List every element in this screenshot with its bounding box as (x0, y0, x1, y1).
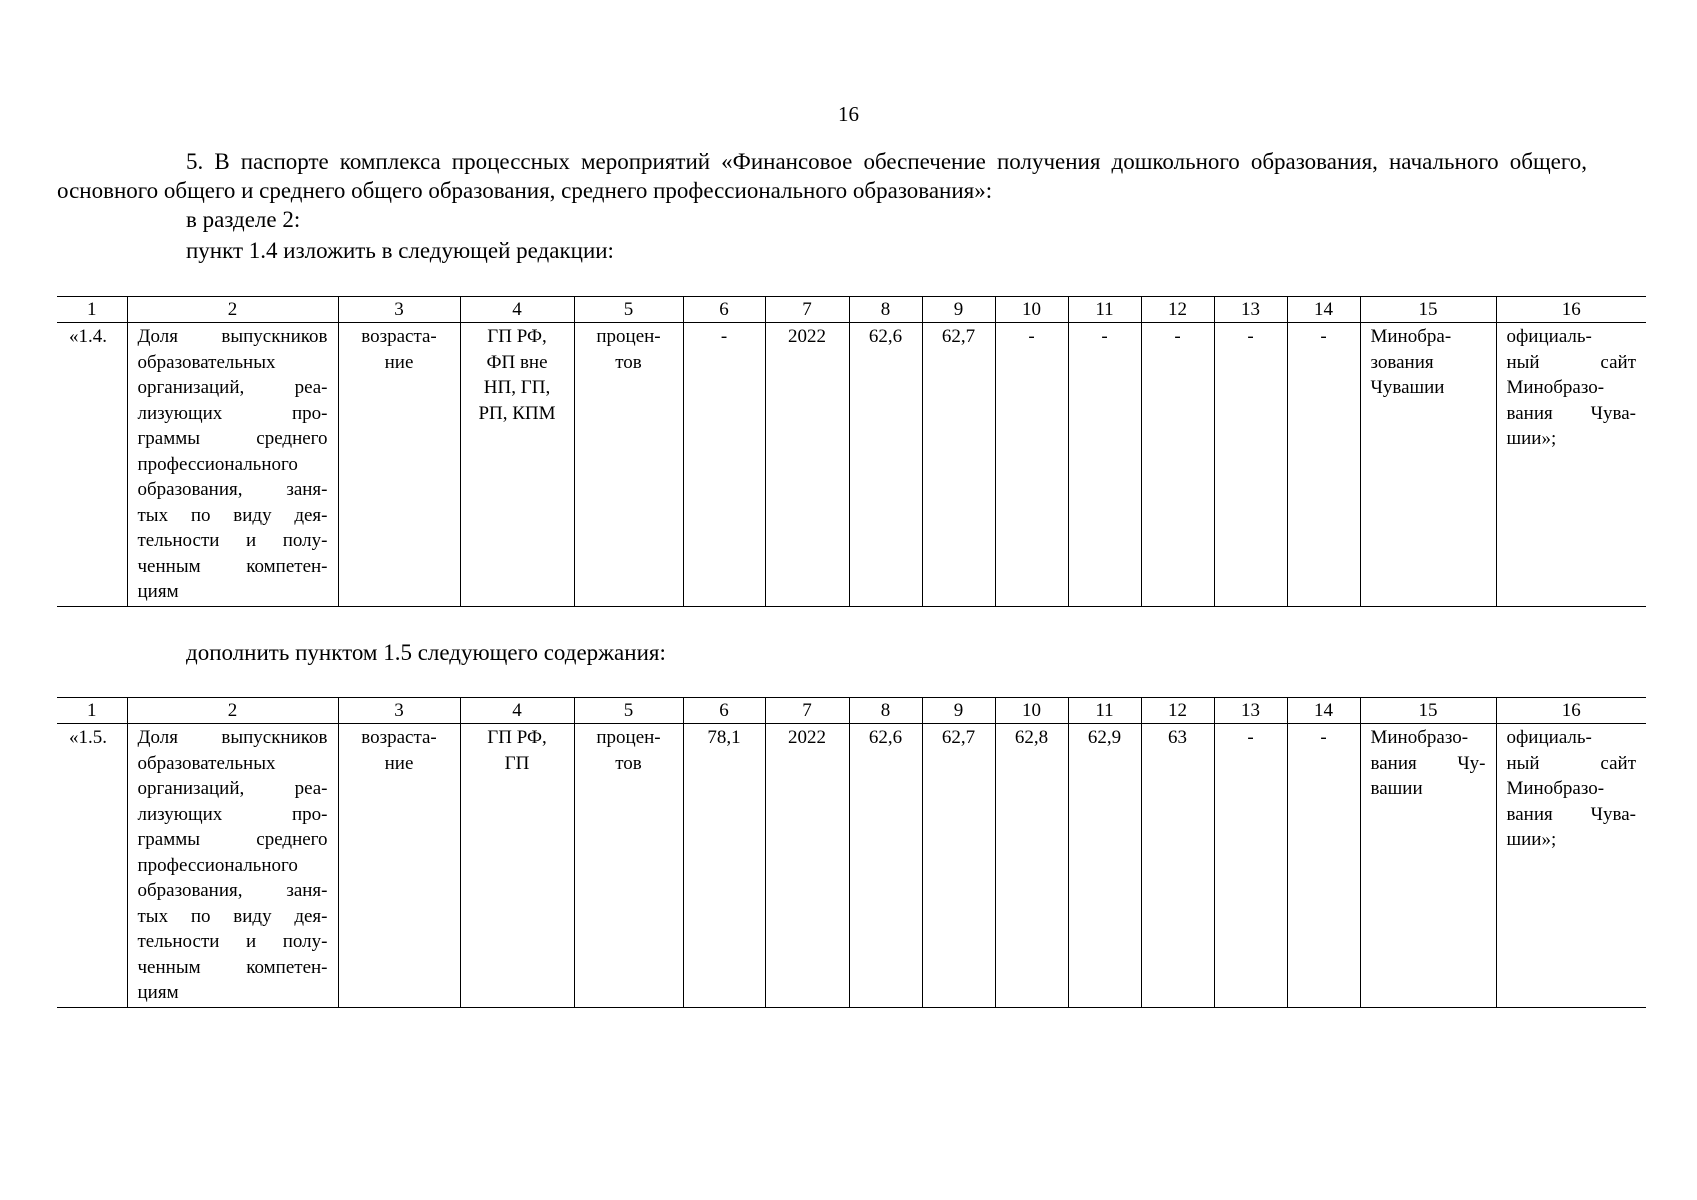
cell-col-13: - (1214, 323, 1287, 607)
column-header-6: 6 (683, 297, 765, 323)
column-header-2: 2 (127, 698, 338, 724)
column-header-12: 12 (1141, 297, 1214, 323)
cell-responsible (1360, 323, 1496, 607)
cell-indicator-name-line: организаций, реа- (137, 778, 328, 799)
column-header-4: 4 (460, 698, 574, 724)
cell-col-6: - (683, 323, 765, 607)
cell-source-line: вания Чува- (1506, 803, 1636, 825)
cell-responsible (1360, 724, 1496, 1008)
column-header-10: 10 (995, 297, 1068, 323)
cell-direction-line: ние (384, 752, 414, 774)
cell-level (460, 724, 574, 1008)
cell-direction-line: ние (384, 351, 414, 373)
cell-level-line: РП, КПМ (478, 402, 556, 424)
cell-col-9: 62,7 (922, 323, 995, 607)
column-header-2: 2 (127, 297, 338, 323)
column-header-8: 8 (849, 297, 922, 323)
cell-indicator-name-line: образования, заня- (137, 880, 328, 901)
cell-col-10: - (995, 323, 1068, 607)
cell-col-8: 62,6 (849, 323, 922, 607)
column-header-3: 3 (338, 698, 460, 724)
column-header-7: 7 (765, 698, 849, 724)
cell-col-14: - (1287, 724, 1360, 1008)
cell-level (460, 323, 574, 607)
cell-level-line: ГП РФ, (487, 727, 547, 748)
cell-col-14: - (1287, 323, 1360, 607)
cell-indicator-name-line: ченным компетен- (137, 956, 328, 978)
column-header-7: 7 (765, 297, 849, 323)
cell-number: «1.5. (57, 724, 127, 1008)
cell-responsible-line: вания Чу- (1370, 752, 1486, 774)
cell-source-line: Минобразо- (1506, 377, 1605, 398)
page-number: 16 (838, 102, 859, 126)
cell-col-10: 62,8 (995, 724, 1068, 1008)
cell-source-line: ный сайт (1506, 351, 1636, 373)
cell-source (1496, 724, 1646, 1008)
column-header-11: 11 (1068, 698, 1141, 724)
instruction-add-1-5: дополнить пунктом 1.5 следующего содержания: (186, 640, 666, 665)
column-header-10: 10 (995, 698, 1068, 724)
cell-source-line: официаль- (1506, 326, 1592, 347)
column-header-12: 12 (1141, 698, 1214, 724)
column-header-1: 1 (57, 297, 127, 323)
cell-col-11: 62,9 (1068, 724, 1141, 1008)
cell-col-7: 2022 (765, 724, 849, 1008)
table-item-1-5 (57, 697, 1646, 1008)
column-header-15: 15 (1360, 698, 1496, 724)
cell-indicator-name (127, 323, 338, 607)
cell-indicator-name-line: образования, заня- (137, 479, 328, 500)
column-header-9: 9 (922, 698, 995, 724)
cell-col-12: - (1141, 323, 1214, 607)
column-header-6: 6 (683, 698, 765, 724)
column-header-5: 5 (574, 297, 683, 323)
cell-indicator-name-line: образовательных (137, 351, 276, 373)
cell-indicator-name-line: Доля выпускников (137, 727, 328, 748)
cell-level-line: НП, ГП, (483, 377, 551, 398)
cell-col-9: 62,7 (922, 724, 995, 1008)
column-header-16: 16 (1496, 698, 1646, 724)
cell-unit-line: процен- (596, 326, 661, 347)
cell-unit (574, 323, 683, 607)
cell-indicator-name-line: ченным компетен- (137, 555, 328, 577)
cell-level-line: ГП РФ, (487, 326, 547, 347)
cell-source-line: вания Чува- (1506, 402, 1636, 424)
table-row (57, 724, 1646, 1008)
column-header-15: 15 (1360, 297, 1496, 323)
cell-indicator-name-line: лизующих про- (137, 803, 328, 825)
cell-indicator-name-line: граммы среднего (137, 428, 328, 449)
cell-level-line: ФП вне (486, 351, 548, 373)
cell-unit-line: тов (615, 752, 642, 774)
column-header-16: 16 (1496, 297, 1646, 323)
cell-responsible-line: Минобразо- (1370, 727, 1469, 748)
cell-indicator-name-line: тельности и полу- (137, 931, 328, 952)
cell-direction (338, 724, 460, 1008)
header-row (57, 297, 1646, 323)
cell-indicator-name-line: тых по виду дея- (137, 905, 328, 927)
cell-level-line: ГП (504, 752, 530, 774)
header-row (57, 698, 1646, 724)
cell-direction-line: возраста- (361, 326, 437, 347)
column-header-13: 13 (1214, 698, 1287, 724)
cell-indicator-name-line: лизующих про- (137, 402, 328, 424)
column-header-14: 14 (1287, 698, 1360, 724)
cell-col-11: - (1068, 323, 1141, 607)
column-header-8: 8 (849, 698, 922, 724)
cell-col-8: 62,6 (849, 724, 922, 1008)
cell-responsible-line: Чувашии (1370, 377, 1445, 398)
table-item-1-4 (57, 296, 1646, 607)
cell-responsible-line: зования (1370, 351, 1434, 373)
cell-col-6: 78,1 (683, 724, 765, 1008)
cell-col-13: - (1214, 724, 1287, 1008)
cell-unit-line: тов (615, 351, 642, 373)
cell-number: «1.4. (57, 323, 127, 607)
cell-indicator-name-line: организаций, реа- (137, 377, 328, 398)
column-header-9: 9 (922, 297, 995, 323)
section-reference: в разделе 2: (186, 207, 301, 232)
cell-indicator-name-line: профессионального (137, 453, 298, 475)
column-header-5: 5 (574, 698, 683, 724)
cell-unit (574, 724, 683, 1008)
table-row (57, 323, 1646, 607)
cell-col-12: 63 (1141, 724, 1214, 1008)
cell-indicator-name-line: граммы среднего (137, 829, 328, 850)
cell-indicator-name-line: тых по виду дея- (137, 504, 328, 526)
cell-indicator-name (127, 724, 338, 1008)
cell-indicator-name-line: образовательных (137, 752, 276, 774)
intro-paragraph: 5. В паспорте комплекса процессных мероприятий «Финансовое обеспечение получения дошкольного образования, начального общего, основного общего и среднего общего образования, среднего профессионального образования»: (57, 149, 1587, 203)
column-header-1: 1 (57, 698, 127, 724)
cell-source (1496, 323, 1646, 607)
cell-source-line: ный сайт (1506, 752, 1636, 774)
column-header-3: 3 (338, 297, 460, 323)
column-header-13: 13 (1214, 297, 1287, 323)
cell-source-line: официаль- (1506, 727, 1592, 748)
cell-col-7: 2022 (765, 323, 849, 607)
column-header-14: 14 (1287, 297, 1360, 323)
cell-unit-line: процен- (596, 727, 661, 748)
cell-indicator-name-line: Доля выпускников (137, 326, 328, 347)
column-header-11: 11 (1068, 297, 1141, 323)
cell-direction-line: возраста- (361, 727, 437, 748)
instruction-replace-1-4: пункт 1.4 изложить в следующей редакции: (186, 238, 614, 263)
cell-responsible-line: вашии (1370, 778, 1423, 799)
cell-indicator-name-line: тельности и полу- (137, 530, 328, 551)
cell-source-line: Минобразо- (1506, 778, 1605, 799)
cell-indicator-name-line: циям (137, 581, 179, 602)
cell-indicator-name-line: профессионального (137, 854, 298, 876)
column-header-4: 4 (460, 297, 574, 323)
cell-source-line: шии»; (1506, 428, 1557, 449)
cell-direction (338, 323, 460, 607)
cell-responsible-line: Минобра- (1370, 326, 1452, 347)
cell-source-line: шии»; (1506, 829, 1557, 850)
cell-indicator-name-line: циям (137, 982, 179, 1003)
